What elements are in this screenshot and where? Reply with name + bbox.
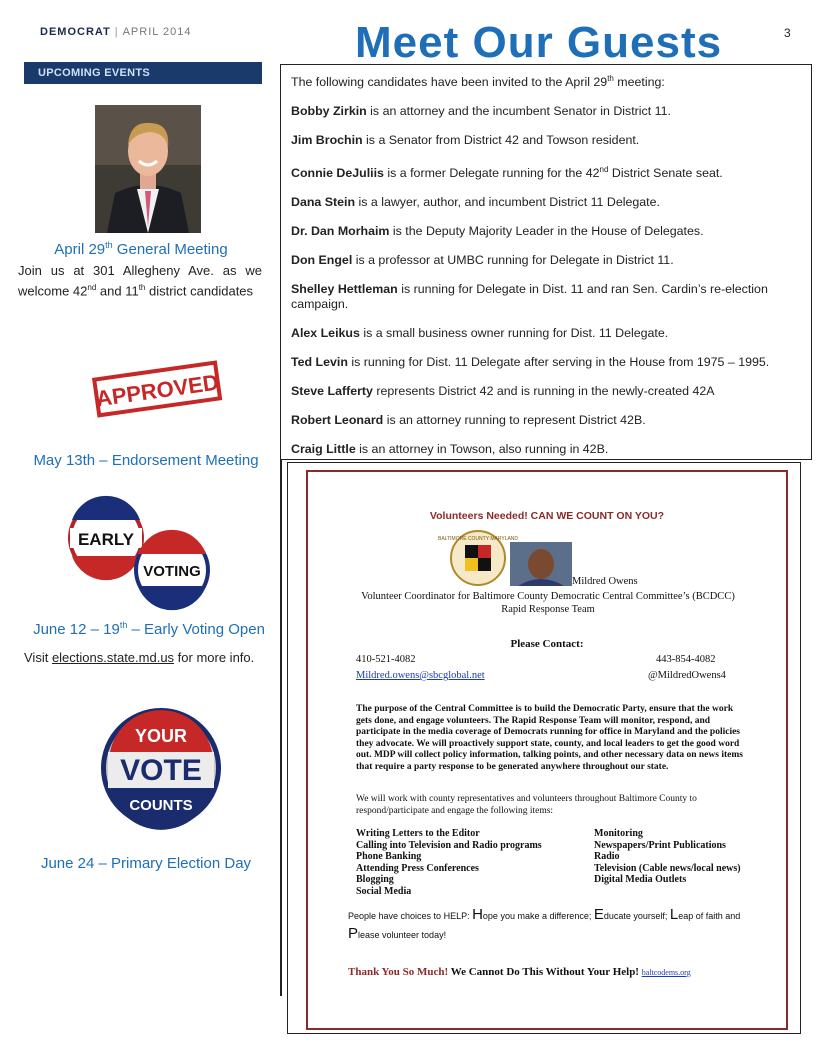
candidate-photo	[95, 105, 201, 233]
event-title-general-meeting	[18, 240, 264, 258]
event-title-primary-election: June 24 – Primary Election Day	[40, 855, 252, 872]
event-title-early-voting	[18, 620, 280, 638]
early-button-text: EARLY	[77, 530, 135, 549]
guest-description: is an attorney in Towson, also running in 42B.	[355, 442, 609, 457]
acronym-letter: H	[472, 906, 483, 923]
guest-intro	[291, 71, 801, 90]
superscript: nd	[87, 283, 97, 292]
activity-item: Calling into Television and Radio programs	[356, 839, 542, 851]
superscript: th	[607, 74, 614, 83]
guest-description: is a lawyer, author, and incumbent District 11 Delegate.	[355, 195, 660, 210]
event-title-text: April 29	[54, 241, 106, 258]
flyer-heading: Volunteers Needed! CAN WE COUNT ON YOU?	[429, 510, 665, 522]
help-acronym-line	[348, 906, 758, 944]
acronym-text: lease volunteer today!	[358, 930, 447, 940]
superscript: th	[119, 620, 128, 630]
guest-name: Ted Levin	[291, 355, 348, 370]
body-text: and 11	[96, 283, 139, 299]
baltimore-county-seal	[437, 530, 519, 586]
issue-date: APRIL 2014	[122, 26, 192, 38]
coordinator-title: Volunteer Coordinator for Baltimore County Democratic Central Committee’s (BCDCC) Rapid Response Team	[361, 591, 735, 615]
running-header	[40, 26, 192, 38]
phone-secondary: 443-854-4082	[656, 654, 716, 665]
guest-description: is a professor at UMBC running for Delegate in District 11.	[352, 253, 674, 268]
superscript: th	[138, 283, 146, 292]
acronym-letter: E	[593, 906, 604, 923]
activities-left	[356, 828, 596, 897]
header-divider: |	[114, 26, 119, 38]
guest-name: Dana Stein	[291, 195, 356, 210]
guest-name: Connie DeJuliis	[291, 166, 384, 181]
work-paragraph: We will work with county representatives and volunteers throughout Baltimore County to respond/participate and engage the following items:	[356, 794, 697, 816]
guest-entry	[291, 104, 801, 119]
thank-you-line	[348, 966, 768, 978]
guest-entry	[291, 413, 801, 428]
body-text: for more info.	[174, 650, 255, 665]
contact-label: Please Contact:	[510, 638, 584, 650]
guest-name: Jim Brochin	[291, 133, 363, 148]
vote-text: VOTE	[120, 754, 202, 787]
superscript: nd	[599, 165, 609, 175]
activity-item: Attending Press Conferences	[356, 862, 479, 874]
column-divider	[280, 460, 282, 996]
body-text: district candidates	[145, 283, 254, 299]
event-title-text: June 12 – 19	[33, 621, 120, 638]
thank-you-text: Thank You So Much!	[348, 966, 449, 978]
guest-entry	[291, 442, 801, 457]
guest-entry	[291, 195, 801, 210]
guest-description: is a small business owner running for Dist. 11 Delegate.	[359, 326, 669, 341]
activity-item: Phone Banking	[356, 851, 422, 862]
guest-entry	[291, 326, 801, 341]
guest-entry	[291, 224, 801, 239]
guest-description: represents District 42 and is running in the newly-created 42A	[372, 384, 715, 399]
guest-name: Alex Leikus	[291, 326, 360, 341]
early-voting-image	[64, 498, 214, 610]
elections-link[interactable]: elections.state.md.us	[51, 650, 175, 665]
activity-item: Newspapers/Print Publications	[594, 839, 726, 851]
seal-text: BALTIMORE COUNTY MARYLAND	[437, 536, 519, 542]
intro-text: meeting:	[613, 75, 665, 90]
guest-description: is a former Delegate running for the 42	[383, 166, 600, 181]
event-title-endorsement: May 13th – Endorsement Meeting	[33, 452, 259, 469]
activity-item: Social Media	[356, 885, 412, 897]
phone-primary: 410-521-4082	[356, 654, 416, 665]
guest-description: is a Senator from District 42 and Towson resident.	[362, 133, 640, 148]
activities-right	[594, 828, 764, 886]
page-number: 3	[784, 26, 791, 40]
guest-description: is running for Dist. 11 Delegate after serving in the House from 1975 – 1995.	[347, 355, 770, 370]
guest-description: is an attorney and the incumbent Senator in District 11.	[366, 104, 671, 119]
approved-stamp-text: APPROVED	[94, 369, 221, 412]
activity-item: Monitoring	[594, 828, 643, 839]
your-vote-counts-image	[100, 696, 222, 840]
guest-entry	[291, 133, 801, 148]
your-text: YOUR	[134, 726, 188, 746]
guest-name: Dr. Dan Morhaim	[291, 224, 390, 239]
voting-button-text: VOTING	[143, 563, 201, 580]
guest-name: Shelley Hettleman	[291, 282, 398, 297]
guest-name: Don Engel	[291, 253, 353, 268]
guest-name: Craig Little	[291, 442, 356, 457]
body-text: Join us at 301 Allegheny Ave. as we welcome 42	[18, 263, 262, 299]
intro-text: The following candidates have been invited to the April 29	[291, 75, 608, 90]
activity-item: Digital Media Outlets	[594, 874, 687, 885]
publication-name: DEMOCRAT	[40, 26, 111, 38]
acronym-text: eap of faith and	[678, 911, 741, 921]
guest-name: Robert Leonard	[291, 413, 384, 428]
activity-item: Blogging	[356, 874, 394, 885]
event-title-text: General Meeting	[112, 241, 228, 258]
guest-description: is the Deputy Majority Leader in the House of Delegates.	[389, 224, 704, 239]
approved-stamp-image	[86, 338, 228, 438]
upcoming-events-banner: UPCOMING EVENTS	[24, 62, 262, 84]
guest-description: is running for Delegate in Dist. 11 and ran Sen. Cardin’s re-election campaign.	[291, 282, 768, 312]
activity-item: Television (Cable news/local news)	[594, 862, 741, 874]
site-link[interactable]: baltcodems.org	[641, 968, 691, 977]
guest-name: Bobby Zirkin	[291, 104, 367, 119]
guest-entry	[291, 355, 801, 370]
acronym-letter: P	[348, 925, 359, 942]
guest-entry	[291, 162, 801, 181]
guest-name: Steve Lafferty	[291, 384, 373, 399]
guest-entry	[291, 253, 801, 268]
guest-entry	[291, 282, 801, 312]
twitter-handle: @MildredOwens4	[648, 670, 726, 681]
superscript: th	[105, 240, 113, 250]
activity-item: Writing Letters to the Editor	[356, 828, 480, 839]
event-description-general-meeting	[18, 262, 262, 299]
body-text: Visit	[24, 650, 52, 665]
page-title: Meet Our Guests	[355, 18, 723, 67]
acronym-text: ducate yourself;	[603, 911, 670, 921]
activity-item: Radio	[594, 851, 620, 862]
coordinator-email-link[interactable]: Mildred.owens@sbcglobal.net	[356, 670, 485, 681]
purpose-paragraph: The purpose of the Central Committee is to build the Democratic Party, ensure that the work gets done, and engage volunteers. The Rapid Response Team will monitor, respond, and participate in the media coverage of Democrats running for office in Maryland and the policies they advocate. We will proactively support state, county, and local leaders to get the good word out. MDP will collect policy information, talking points, and other necessary data on news items that require a party response to be generated anywhere throughout our state.	[356, 704, 743, 772]
help-intro: People have choices to HELP:	[348, 911, 473, 921]
guest-list-box	[280, 64, 812, 460]
guest-description: is an attorney running to represent District 42B.	[383, 413, 646, 428]
event-title-text: – Early Voting Open	[127, 621, 265, 638]
volunteer-flyer	[306, 470, 788, 1030]
cannot-do-text: We Cannot Do This Without Your Help!	[448, 966, 639, 978]
guest-description: District Senate seat.	[608, 166, 723, 181]
event-description-early-voting	[24, 649, 280, 666]
acronym-letter: L	[669, 906, 679, 923]
acronym-text: ope you make a difference;	[482, 911, 594, 921]
counts-text: COUNTS	[129, 797, 193, 814]
coordinator-photo	[510, 542, 572, 586]
coordinator-name: Mildred Owens	[572, 576, 638, 587]
guest-entry	[291, 384, 801, 399]
